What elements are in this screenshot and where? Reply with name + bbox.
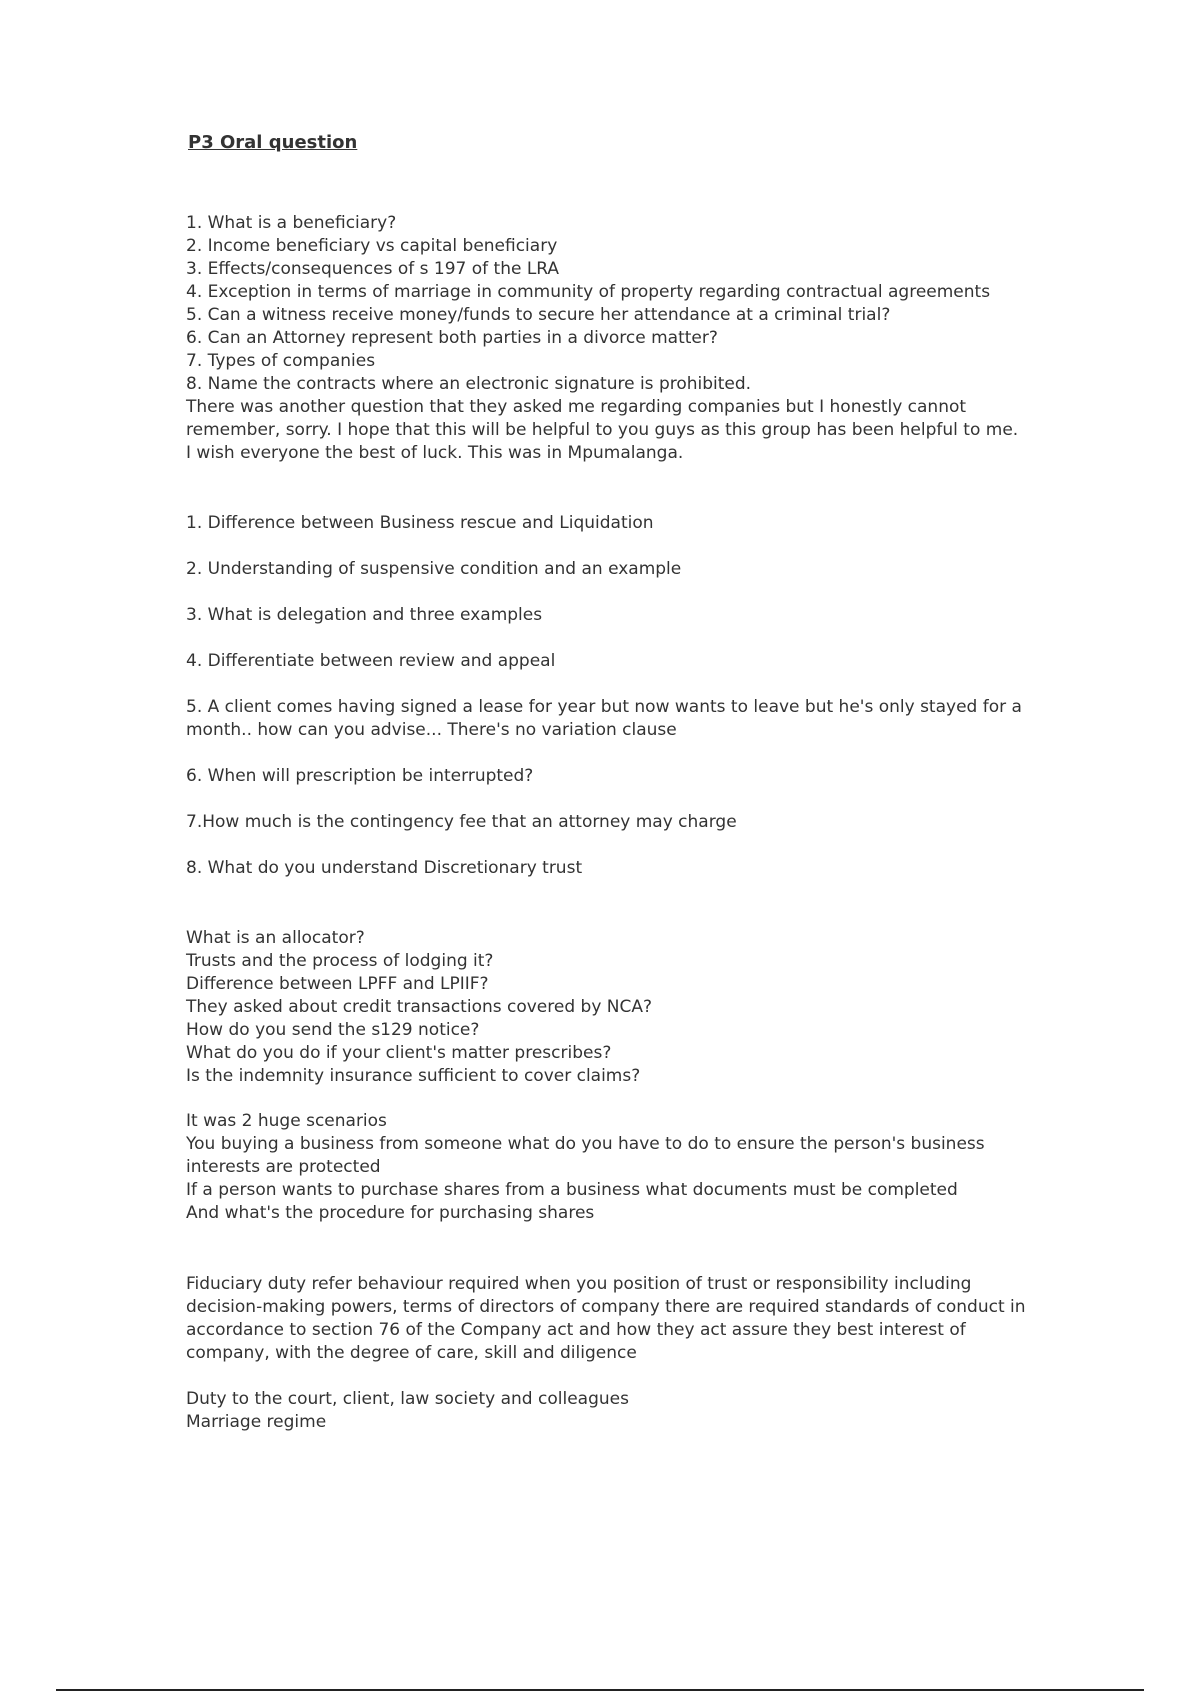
list-item: How do you send the s129 notice? <box>186 1020 480 1040</box>
list-item: They asked about credit transactions covered by NCA? <box>186 997 653 1017</box>
paragraph: Fiduciary duty refer behaviour required when you position of trust or responsibility including decision-making powers, terms of directors of company there are required standards of conduct in accordance to section 76 of the Company act and how they act assure they best interest of company, with the degree of care, skill and diligence <box>186 1274 1026 1363</box>
list-item: 4. Differentiate between review and appeal <box>186 651 556 671</box>
list-item: 2. Understanding of suspensive condition and an example <box>186 559 682 579</box>
list-item: Duty to the court, client, law society and colleagues <box>186 1389 629 1409</box>
list-item: What is an allocator? <box>186 928 365 948</box>
page-title: P3 Oral question <box>188 132 358 153</box>
list-item: If a person wants to purchase shares from a business what documents must be completed <box>186 1180 958 1200</box>
final-list <box>186 1388 1026 1434</box>
list-item: 3. Effects/consequences of s 197 of the LRA <box>186 259 560 279</box>
list-item: Marriage regime <box>186 1412 327 1432</box>
list-item: 7.How much is the contingency fee that an attorney may charge <box>186 812 737 832</box>
list-item: You buying a business from someone what do you have to do to ensure the person's business interests are protected <box>186 1134 985 1177</box>
list-item: And what's the procedure for purchasing shares <box>186 1203 595 1223</box>
question-list-3 <box>186 927 1026 1088</box>
list-item: 6. Can an Attorney represent both parties in a divorce matter? <box>186 328 718 348</box>
list-item: 4. Exception in terms of marriage in community of property regarding contractual agreements <box>186 282 991 302</box>
list-item: 1. What is a beneficiary? <box>186 213 397 233</box>
list-item: 2. Income beneficiary vs capital beneficiary <box>186 236 558 256</box>
question-list-2 <box>186 512 1026 880</box>
question-list-1 <box>186 212 1026 465</box>
list-item: 1. Difference between Business rescue and Liquidation <box>186 513 654 533</box>
list-item: 8. What do you understand Discretionary trust <box>186 858 583 878</box>
list-item: What do you do if your client's matter prescribes? <box>186 1043 612 1063</box>
list-item: 6. When will prescription be interrupted? <box>186 766 534 786</box>
list-item: 8. Name the contracts where an electronic signature is prohibited. <box>186 374 752 394</box>
list-item: 3. What is delegation and three examples <box>186 605 543 625</box>
list-item: 5. Can a witness receive money/funds to secure her attendance at a criminal trial? <box>186 305 891 325</box>
scenario-list <box>186 1110 1026 1225</box>
footer-divider <box>56 1689 1144 1691</box>
list-item: 7. Types of companies <box>186 351 376 371</box>
list-item: 5. A client comes having signed a lease for year but now wants to leave but he's only stayed for a month.. how can you advise... There's no variation clause <box>186 697 1022 740</box>
note-paragraph: There was another question that they asked me regarding companies but I honestly cannot remember, sorry. I hope that this will be helpful to you guys as this group has been helpful to me. I wish everyone the best of luck. This was in Mpumalanga. <box>186 397 1019 463</box>
fiduciary-paragraph <box>186 1273 1026 1365</box>
list-item: Trusts and the process of lodging it? <box>186 951 494 971</box>
list-item: It was 2 huge scenarios <box>186 1111 387 1131</box>
list-item: Difference between LPFF and LPIIF? <box>186 974 489 994</box>
list-item: Is the indemnity insurance sufficient to cover claims? <box>186 1066 641 1086</box>
